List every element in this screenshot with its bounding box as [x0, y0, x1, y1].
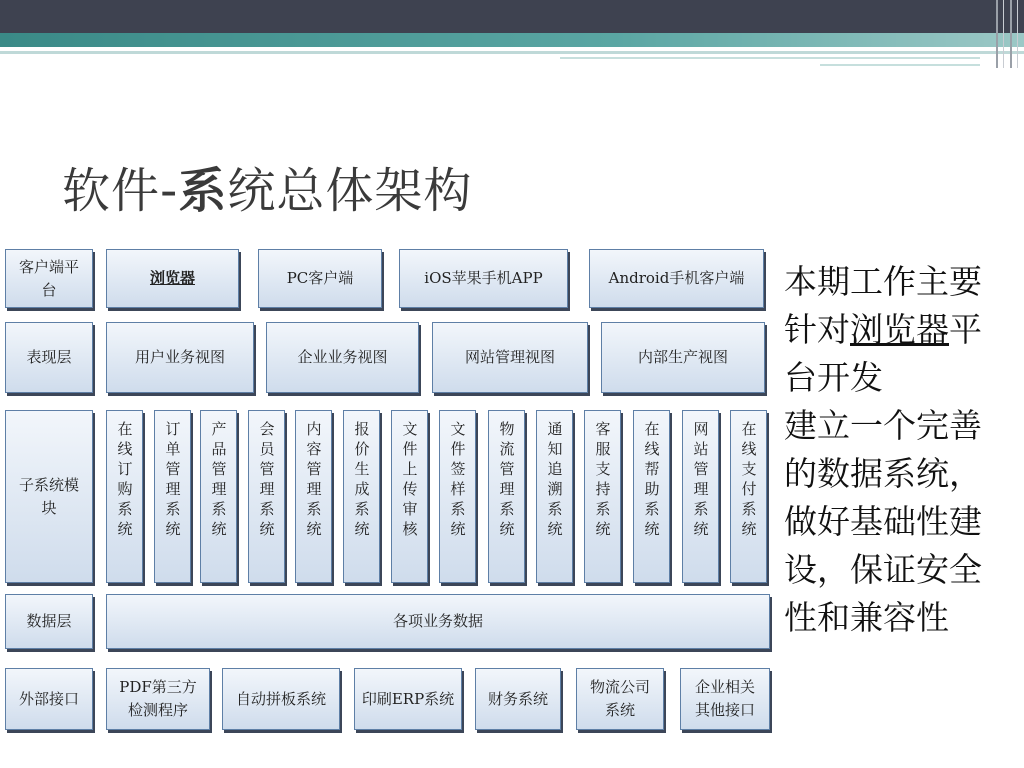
side-text-part: 建立一个完善的数据系统，做好基础性建设，保证安全性和兼容性 — [784, 406, 982, 637]
client-platform-label: 客户端平台 — [5, 249, 93, 308]
presentation-layer-label: 表现层 — [5, 322, 93, 393]
subsystem-box: 客服支持系统 — [584, 410, 621, 583]
subsystem-box: 文件上传审核 — [391, 410, 428, 583]
view-box: 用户业务视图 — [106, 322, 254, 393]
header-vline — [1010, 0, 1012, 68]
side-text-part: 本期工作主要针对 — [784, 262, 982, 349]
external-box: 物流公司系统 — [576, 668, 664, 730]
subsystem-box: 会员管理系统 — [248, 410, 285, 583]
side-text-part: 平台开发 — [784, 310, 982, 397]
subsystem-box: 订单管理系统 — [154, 410, 191, 583]
slide-title — [62, 152, 472, 221]
header-vline — [996, 0, 998, 68]
header-band-dark — [0, 0, 1024, 33]
header-vline — [1017, 0, 1018, 68]
subsystem-box: 物流管理系统 — [488, 410, 525, 583]
side-text-underlined: 浏览器 — [850, 310, 949, 349]
subsystem-box: 在线支付系统 — [730, 410, 767, 583]
subsystem-box: 通知追溯系统 — [536, 410, 573, 583]
android-client-box: Android手机客户端 — [589, 249, 764, 308]
external-box: 财务系统 — [475, 668, 561, 730]
browser-box: 浏览器 — [106, 249, 239, 308]
external-box: 印刷ERP系统 — [354, 668, 462, 730]
pc-client-box: PC客户端 — [258, 249, 382, 308]
title-bold-char: 系 — [178, 163, 228, 219]
view-box: 企业业务视图 — [266, 322, 419, 393]
subsystem-box: 网站管理系统 — [682, 410, 719, 583]
header-deco-line — [560, 57, 980, 59]
subsystem-box: 内容管理系统 — [295, 410, 332, 583]
ios-app-box: iOS苹果手机APP — [399, 249, 568, 308]
data-layer-label: 数据层 — [5, 594, 93, 649]
title-prefix: 软件- — [62, 163, 179, 219]
header-band-line — [0, 51, 1024, 54]
subsystem-box: 在线帮助系统 — [633, 410, 670, 583]
subsystem-box: 报价生成系统 — [343, 410, 380, 583]
external-interface-label: 外部接口 — [5, 668, 93, 730]
view-box: 网站管理视图 — [432, 322, 588, 393]
subsystem-box: 产品管理系统 — [200, 410, 237, 583]
title-rest: 统总体架构 — [227, 163, 473, 219]
header-vline — [1003, 0, 1004, 68]
subsystem-box: 文件签样系统 — [439, 410, 476, 583]
business-data-box: 各项业务数据 — [106, 594, 770, 649]
external-box: 企业相关其他接口 — [680, 668, 770, 730]
external-box: 自动拼板系统 — [222, 668, 340, 730]
side-description — [784, 258, 984, 642]
subsystem-box: 在线订购系统 — [106, 410, 143, 583]
view-box: 内部生产视图 — [601, 322, 765, 393]
subsystem-label: 子系统模块 — [5, 410, 93, 583]
header-deco-line-short — [820, 64, 980, 66]
external-box: PDF第三方检测程序 — [106, 668, 210, 730]
header-band-teal — [0, 33, 1024, 47]
